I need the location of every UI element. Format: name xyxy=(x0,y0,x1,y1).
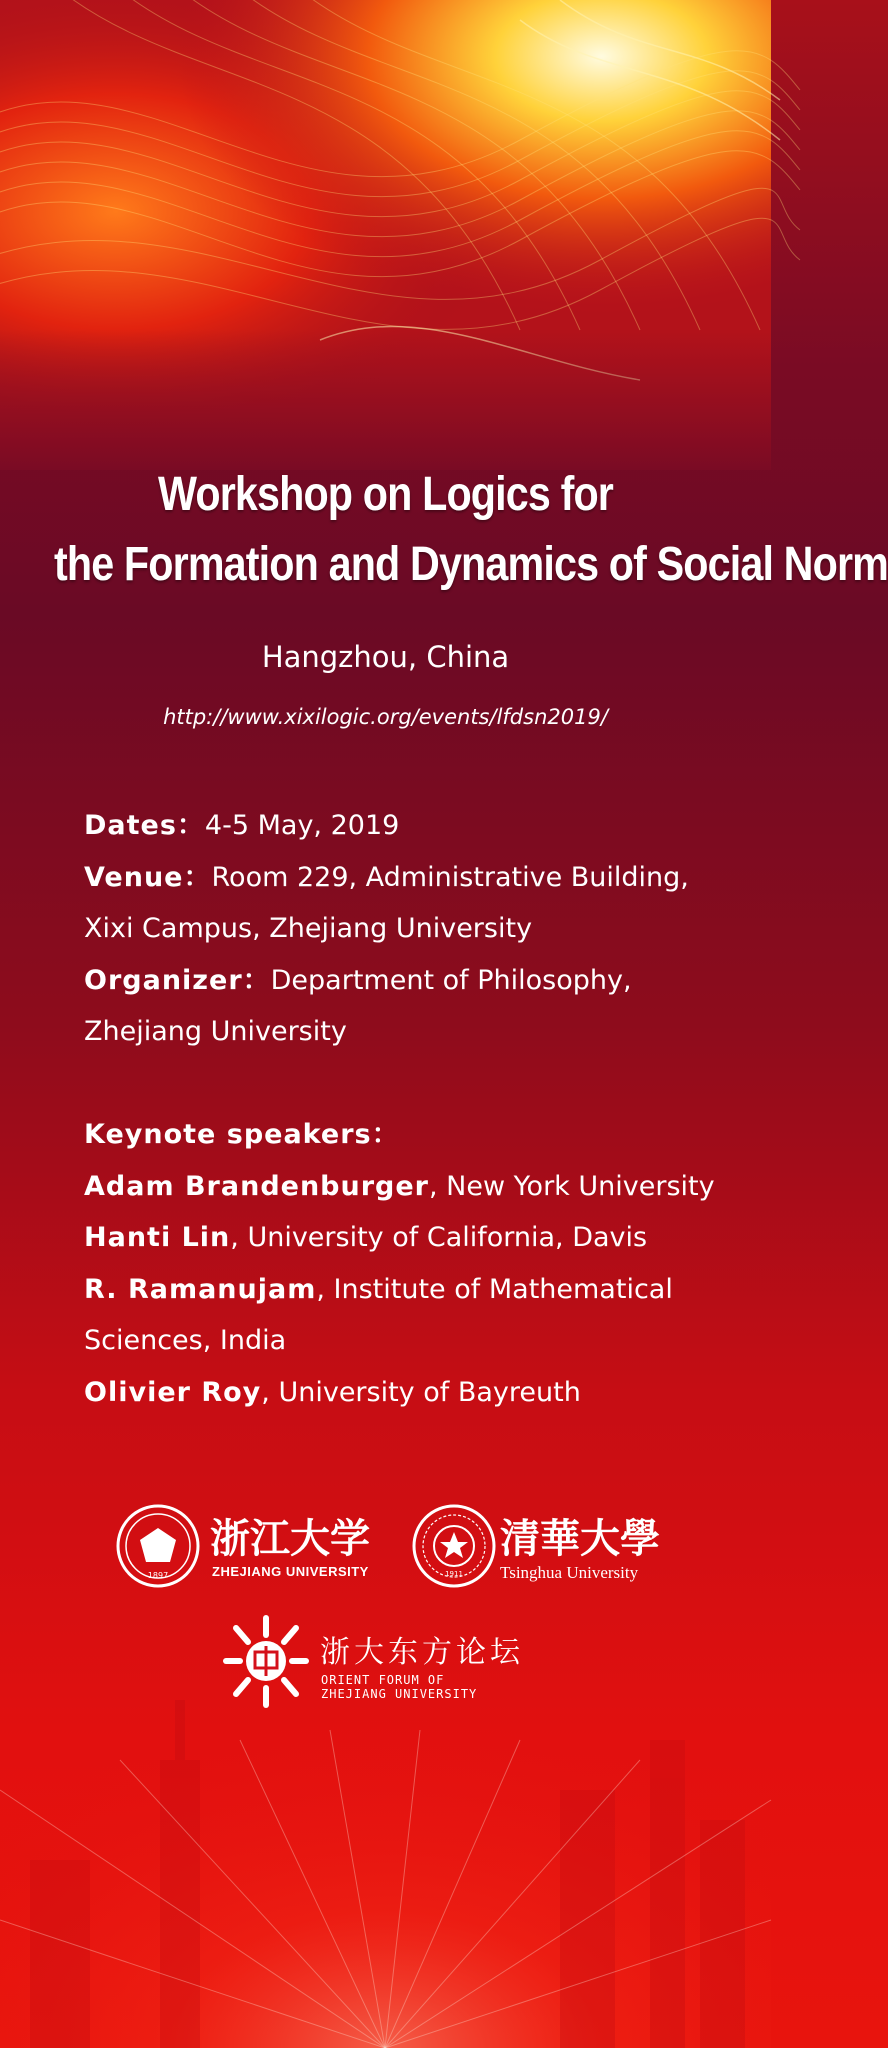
speaker-name: Hanti Lin xyxy=(84,1222,231,1253)
zju-name-cn: 浙江大学 xyxy=(210,1515,370,1562)
keynote-heading-row xyxy=(84,1109,724,1161)
speaker-row xyxy=(84,1212,724,1264)
dates-value: 4-5 May, 2019 xyxy=(204,810,400,841)
hero-background xyxy=(0,0,771,470)
orient-forum-logo xyxy=(226,1618,306,1705)
speaker-row xyxy=(84,1264,724,1316)
keynote-heading: Keynote speakers： xyxy=(84,1119,400,1150)
zju-seal-logo xyxy=(118,1506,198,1586)
organizer-label: Organizer： xyxy=(84,964,271,996)
organizer-value: Department of Philosophy, xyxy=(270,964,632,996)
spacer xyxy=(84,1058,724,1110)
venue-row xyxy=(84,852,724,904)
thu-seal-logo xyxy=(414,1506,494,1586)
title-line-2: the Formation and Dynamics of Social Norm xyxy=(53,538,888,591)
zju-name-en: ZHEJIANG UNIVERSITY xyxy=(212,1564,369,1579)
speaker-affiliation: , University of Bayreuth xyxy=(261,1376,581,1408)
speaker-affiliation-continued: Sciences, India xyxy=(84,1325,287,1356)
speaker-row xyxy=(84,1367,724,1419)
speaker-row-continued xyxy=(84,1315,724,1367)
forum-name-en-1: ORIENT FORUM OF xyxy=(321,1673,445,1687)
workshop-title xyxy=(53,460,888,600)
organizer-value-continued: Zhejiang University xyxy=(84,1016,347,1047)
title-line-1: Workshop on Logics for xyxy=(157,468,614,521)
sponsor-logos xyxy=(0,1490,771,1720)
speaker-name: Olivier Roy xyxy=(84,1376,262,1408)
dates-row xyxy=(84,800,724,852)
venue-value: Room 229, Administrative Building, xyxy=(211,861,689,893)
forum-name-en-2: ZHEJIANG UNIVERSITY xyxy=(321,1687,478,1701)
event-url[interactable]: http://www.xixilogic.org/events/lfdsn2019/ xyxy=(163,705,608,729)
organizer-row xyxy=(84,955,724,1007)
venue-value-continued: Xixi Campus, Zhejiang University xyxy=(84,913,533,944)
speaker-name: R. Ramanujam xyxy=(84,1273,317,1305)
event-details xyxy=(84,800,724,1418)
thu-name-cn: 清華大學 xyxy=(500,1515,660,1562)
speaker-affiliation: , University of California, Davis xyxy=(230,1222,648,1253)
forum-name-cn: 浙大东方论坛 xyxy=(320,1635,524,1670)
dates-label: Dates： xyxy=(84,810,205,841)
speaker-name: Adam Brandenburger xyxy=(84,1170,429,1202)
venue-label: Venue： xyxy=(84,861,212,893)
thu-name-en: Tsinghua University xyxy=(500,1563,639,1582)
thu-seal-year: 1911 xyxy=(445,1570,463,1578)
location: Hangzhou, China xyxy=(261,640,510,674)
speaker-affiliation: , Institute of Mathematical xyxy=(316,1273,673,1305)
organizer-row-continued xyxy=(84,1006,724,1058)
speaker-affiliation: , New York University xyxy=(429,1170,715,1202)
venue-row-continued xyxy=(84,903,724,955)
zju-seal-year: 1897 xyxy=(147,1571,169,1580)
speaker-row xyxy=(84,1161,724,1213)
